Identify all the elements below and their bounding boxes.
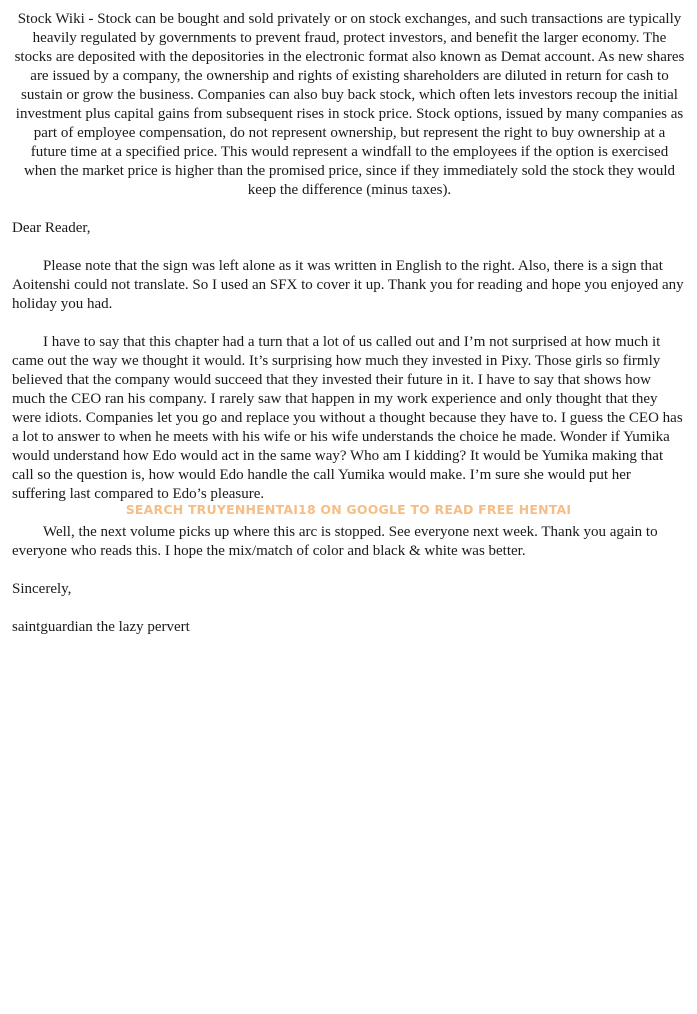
spacer (12, 504, 687, 523)
spacer (12, 200, 687, 219)
salutation: Dear Reader, (12, 220, 91, 236)
stock-wiki-text: Stock can be bought and sold privately or on stock exchanges, and such transactions are typically heavily regulated by governments to prevent fraud, protect investors, and benefit the larger economy. The stocks are deposited with the depositories in the electronic format also known as Demat account. As new shares are issued by a company, the ownership and rights of existing shareholders are diluted in return for cash to sustain or grow the business. Companies can also buy back stock, which often lets investors recoup the initial investment plus capital gains from subsequent rises in stock price. Stock options, issued by many companies as part of employee compensation, do not represent ownership, but represent the right to buy ownership at a future time at a specified price. This would represent a windfall to the employees if the option is exercised when the market price is higher than the promised price, since if they immediately sold the stock they would keep the difference (minus taxes). (14, 11, 685, 198)
spacer (12, 599, 687, 618)
spacer (12, 314, 687, 333)
letter-paragraph-2: I have to say that this chapter had a turn that a lot of us called out and I’m not surprised at how much it came out the way we thought it would. It’s surprising how much they invested in Pixy. Those girls so firmly believed that the company would succeed that they invested their future in it. I have to say that shows how much the CEO ran his company. I rarely saw that happen in my work experience and only thought that they were idiots. Companies let you go and replace you without a thought because they have to. I guess the CEO has a lot to answer to when he meets with his wife or his wife understands the choice he made. Wonder if Yumika would understand how Edo would act in the same way? Who am I kidding? It would be Yumika making that call so the question is, how would Edo handle the call Yumika would make. I’m sure she would put her suffering last compared to Edo’s pleasure. (12, 334, 683, 502)
stock-wiki-label: Stock Wiki - (17, 11, 98, 27)
letter-paragraph-1: Please note that the sign was left alone as it was written in English to the right. Also, there is a sign that Aoitenshi could not translate. So I used an SFX to cover it up. Thank you for reading and hope you enjoyed any holiday you had. (12, 258, 684, 312)
spacer (12, 561, 687, 580)
closing: Sincerely, (12, 581, 72, 597)
signature: saintguardian the lazy pervert (12, 619, 190, 635)
spacer (12, 238, 687, 257)
letter-paragraph-3: Well, the next volume picks up where this arc is stopped. See everyone next week. Thank you again to everyone who reads this. I hope the mix/match of color and black & white was better. (12, 524, 658, 559)
stock-wiki-paragraph (12, 10, 687, 200)
watermark-text: SEARCH TRUYENHENTAI18 ON GOOGLE TO READ FREE HENTAI (125, 502, 572, 517)
